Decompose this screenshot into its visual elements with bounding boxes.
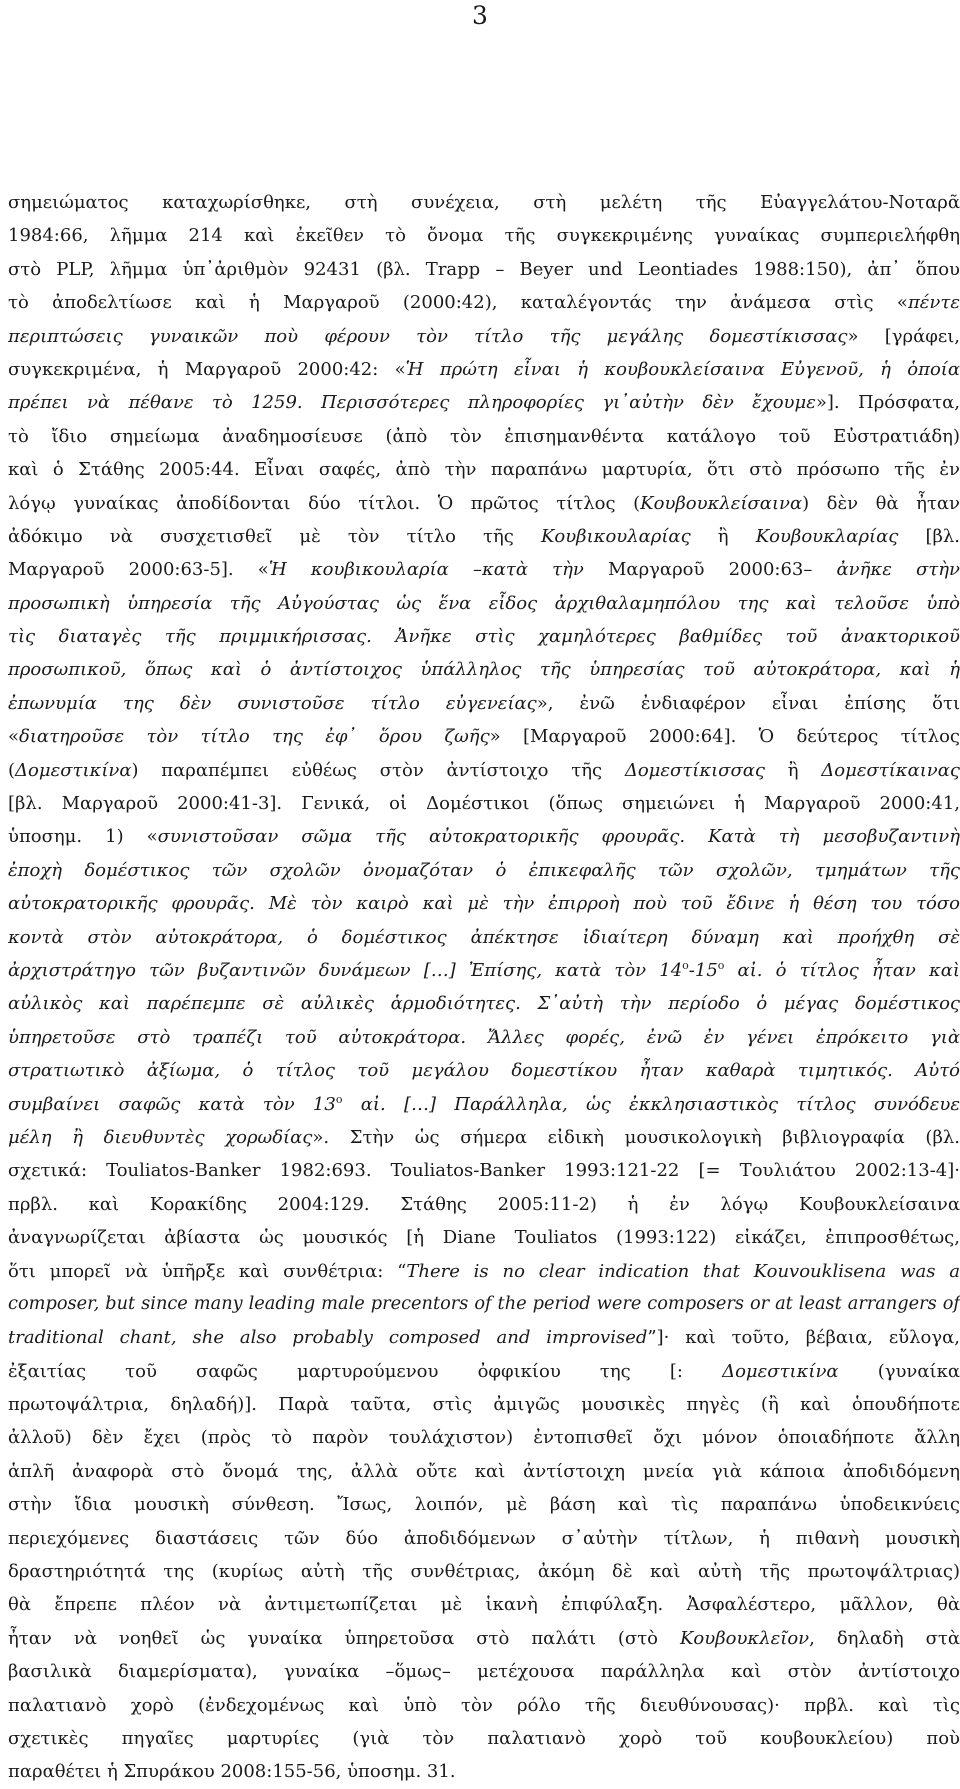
superscript: ο — [682, 959, 689, 972]
text-segment: πρωτοψάλτρια, δηλαδή)]. Παρὰ ταῦτα, στὶς ἀμιγῶς μουσικὲς πηγὲς (ἢ καὶ ὁπουδήποτε — [8, 1394, 960, 1415]
body-paragraph — [8, 186, 960, 1789]
text-line — [8, 620, 960, 653]
text-line — [8, 887, 960, 920]
italic-text-segment: πέντε — [908, 292, 960, 313]
italic-text-segment: αἰ. ὁ τίτλος ἦταν καὶ — [724, 960, 960, 981]
text-segment: καὶ ὁ Στάθης 2005:44. Εἶναι σαφές, ἀπὸ τὴν παραπάνω μαρτυρία, ὅτι στὸ πρόσωπο τῆς ἐν — [8, 459, 960, 480]
italic-text-segment: ἀρχιστράτηγο τῶν βυζαντινῶν δυνάμεων […] Ἐπίσης, κατὰ τὸν 14 — [8, 960, 682, 981]
italic-text-segment: Ἡ κουβικουλαρία –κατὰ τὴν — [269, 559, 584, 580]
text-line — [8, 921, 960, 954]
text-segment: σχετικὲς πηγαῖες μαρτυρίες (γιὰ τὸν παλατιανὸ χορὸ τοῦ κουβουκλείου) ποὺ — [8, 1728, 960, 1749]
italic-text-segment: αἰ. […] Παράλληλα, ὡς ἐκκλησιαστικὸς τίτλος συνόδευε — [342, 1094, 960, 1115]
text-segment: Μαργαροῦ 2000:63– — [584, 559, 837, 580]
text-line — [8, 1221, 960, 1254]
italic-text-segment: αὐλικὸς καὶ παρέπεμπε σὲ αὐλικὲς ἁρμοδιότητες. Σ᾽αὐτὴ τὴν περίοδο ὁ μέγας δομέστικος — [8, 993, 960, 1014]
superscript: ο — [336, 1093, 343, 1106]
italic-text-segment: Κουβουκλείσαινα — [640, 493, 802, 514]
text-line — [8, 1255, 960, 1288]
italic-text-segment: στρατιωτικὸ ἀξίωμα, ὁ τίτλος τοῦ μεγάλου δομεστίκου ἦταν καθαρὰ τιμητικός. Αὐτό — [8, 1060, 960, 1081]
text-segment: συγκεκριμένα, ἡ Μαργαροῦ 2000:42: « — [8, 359, 406, 380]
text-line — [8, 1488, 960, 1521]
text-segment: »]. Πρόσφατα, — [816, 392, 960, 413]
text-line — [8, 1588, 960, 1621]
italic-text-segment: Δομεστικίνα — [722, 1361, 838, 1382]
text-line — [8, 353, 960, 386]
italic-text-segment: Δομεστικίνα — [15, 760, 131, 781]
italic-text-segment: ἐπωνυμία της δὲν συνιστοῦσε τίτλο εὐγενείας — [8, 693, 537, 714]
text-segment: ”]· καὶ τοῦτο, βέβαια, εὔλογα, — [647, 1327, 960, 1348]
text-line — [8, 1622, 960, 1655]
text-line — [8, 954, 960, 987]
text-line — [8, 987, 960, 1020]
italic-text-segment: προσωπικὴ ὑπηρεσία τῆς Αὐγούστας ὡς ἕνα εἶδος ἀρχιθαλαμηπόλου της καὶ τελοῦσε ὑπὸ — [8, 593, 960, 614]
text-line — [8, 487, 960, 520]
text-line — [8, 1288, 960, 1321]
text-line — [8, 1054, 960, 1087]
text-line — [8, 854, 960, 887]
text-segment: τὸ ἴδιο σημείωμα ἀναδημοσίευσε (ἀπὸ τὸν ἐπισημανθέντα κατάλογο τοῦ Εὐστρατιάδη) — [8, 426, 960, 447]
text-segment: ». Στὴν ὡς σήμερα εἰδικὴ μουσικολογικὴ βιβλιογραφία (βλ. — [312, 1127, 960, 1148]
text-segment: « — [8, 726, 19, 747]
text-line — [8, 1722, 960, 1755]
text-line — [8, 286, 960, 319]
text-segment: Μαργαροῦ 2000:63-5]. « — [8, 559, 269, 580]
text-segment: » [γράφει, — [848, 326, 960, 347]
italic-text-segment: ἀνῆκε στὴν — [837, 559, 960, 580]
text-segment: , δηλαδὴ στὰ — [809, 1628, 960, 1649]
text-line — [8, 687, 960, 720]
text-segment: ἐξαιτίας τοῦ σαφῶς μαρτυρούμενου ὀφφικίου της [: — [8, 1361, 722, 1382]
text-segment: ) δὲν θὰ ἦταν — [802, 493, 960, 514]
text-line — [8, 553, 960, 586]
text-line — [8, 1522, 960, 1555]
italic-text-segment: traditional chant, she also probably composed and improvised — [8, 1327, 647, 1348]
italic-text-segment: Δομεστίκαινας — [821, 760, 960, 781]
text-line — [8, 253, 960, 286]
italic-text-segment: Κουβουκλεῖον — [680, 1628, 809, 1649]
text-line — [8, 320, 960, 353]
text-segment: θὰ ἔπρεπε πλέον νὰ ἀντιμετωπίζεται μὲ ἱκανὴ ἐπιφύλαξη. Ἀσφαλέστερο, μᾶλλον, θὰ — [8, 1594, 960, 1615]
text-segment: ( — [8, 760, 15, 781]
text-segment: ἦταν νὰ νοηθεῖ ὡς γυναίκα ὑπηρετοῦσα στὸ παλάτι (στὸ — [8, 1628, 680, 1649]
text-segment: πρβλ. καὶ Κορακίδης 2004:129. Στάθης 2005:11-2) ἡ ἐν λόγῳ Κουβουκλείσαινα — [8, 1194, 960, 1215]
text-line — [8, 1021, 960, 1054]
text-line — [8, 754, 960, 787]
text-segment: ) παραπέμπει εὐθέως στὸν ἀντίστοιχο τῆς — [132, 760, 625, 781]
text-line — [8, 720, 960, 753]
italic-text-segment: μέλη ἢ διευθυντὲς χορωδίας — [8, 1127, 312, 1148]
text-line — [8, 520, 960, 553]
italic-text-segment: Δομεστίκισσας — [625, 760, 765, 781]
text-segment: ἀναγνωρίζεται ἀβίαστα ὡς μουσικός [ἡ Diane Touliatos (1993:122) εἰκάζει, ἐπιπροσθέτως, — [8, 1227, 960, 1248]
text-segment: στὴν ἴδια μουσικὴ σύνθεση. Ἴσως, λοιπόν, μὲ βάση καὶ τὶς παραπάνω ὑποδεικνύεις — [8, 1494, 960, 1515]
italic-text-segment: διατηροῦσε τὸν τίτλο της ἐφ᾽ ὅρου ζωῆς — [19, 726, 490, 747]
text-segment: [βλ. Μαργαροῦ 2000:41-3]. Γενικά, οἱ Δομέστικοι (ὅπως σημειώνει ἡ Μαργαροῦ 2000:41, — [8, 793, 960, 814]
italic-text-segment: ὑπηρετοῦσε στὸ τραπέζι τοῦ αὐτοκράτορα. Ἄλλες φορές, ἐνῶ ἐν γένει ἐπρόκειτο γιὰ — [8, 1027, 960, 1048]
text-segment: παραθέτει ἡ Σπυράκου 2008:155-56, ὑποσημ. 31. — [8, 1761, 456, 1782]
italic-text-segment: κοντὰ στὸν αὐτοκράτορα, ὁ δομέστικος ἀπέκτησε ἰδιαίτερη δύναμη καὶ προήχθη σὲ — [8, 927, 960, 948]
italic-text-segment: There is no clear indication that Kouvouklisena was a — [406, 1261, 960, 1282]
text-line — [8, 1421, 960, 1454]
text-segment: », ἐνῶ ἐνδιαφέρον εἶναι ἐπίσης ὅτι — [537, 693, 960, 714]
italic-text-segment: -15 — [689, 960, 718, 981]
text-line — [8, 420, 960, 453]
italic-text-segment: ἐποχὴ δομέστικος τῶν σχολῶν ὀνομαζόταν ὁ ἐπικεφαλῆς τῶν σχολῶν, τμημάτων τῆς — [8, 860, 960, 881]
text-line — [8, 219, 960, 252]
italic-text-segment: Κουβουκλαρίας — [756, 526, 899, 547]
text-line — [8, 1689, 960, 1722]
text-segment: παλατιανὸ χορὸ (ἐνδεχομένως καὶ ὑπὸ τὸν ρόλο τῆς διευθύνουσας)· πρβλ. καὶ τὶς — [8, 1695, 960, 1716]
text-segment: ἢ — [691, 526, 756, 547]
text-line — [8, 587, 960, 620]
italic-text-segment: αὐτοκρατορικῆς φρουρᾶς. Μὲ τὸν καιρὸ καὶ μὲ τὴν ἐπιρροὴ ποὺ τοῦ ἔδινε ἡ θέση του τόσο — [8, 893, 960, 914]
text-line — [8, 1455, 960, 1488]
text-line — [8, 453, 960, 486]
italic-text-segment: τὶς διαταγὲς τῆς πριμμικήρισσας. Ἀνῆκε στὶς χαμηλότερες βαθμίδες τοῦ ἀνακτορικοῦ — [8, 626, 960, 647]
text-segment: ἀδόκιμο νὰ συσχετισθεῖ μὲ τὸν τίτλο τῆς — [8, 526, 541, 547]
text-segment: ἢ — [765, 760, 821, 781]
text-segment: βασιλικὰ διαμερίσματα), γυναίκα –ὅμως– μετέχουσα παράλληλα καὶ στὸν ἀντίστοιχο — [8, 1661, 960, 1682]
text-line — [8, 653, 960, 686]
text-line — [8, 186, 960, 219]
text-segment: (γυναίκα — [839, 1361, 960, 1382]
italic-text-segment: Ἡ πρώτη εἶναι ἡ κουβουκλείσαινα Εὐγενοῦ, ἡ ὁποία — [406, 359, 960, 380]
text-line — [8, 820, 960, 853]
text-line — [8, 1154, 960, 1187]
text-segment: ἀλλοῦ) δὲν ἔχει (πρὸς τὸ παρὸν τουλάχιστον) ἐντοπισθεῖ ὄχι μόνον ὁποιαδήποτε ἄλλη — [8, 1427, 960, 1448]
text-line — [8, 1388, 960, 1421]
text-segment: 1984:66, λῆμμα 214 καὶ ἐκεῖθεν τὸ ὄνομα τῆς συγκεκριμένης γυναίκας συμπεριελήφθη — [8, 225, 960, 246]
italic-text-segment: πρέπει νὰ πέθανε τὸ 1259. Περισσότερες πληροφορίες γι᾽αὐτὴν δὲν ἔχουμε — [8, 392, 816, 413]
text-line — [8, 1555, 960, 1588]
text-segment: λόγῳ γυναίκας ἀποδίδονται δύο τίτλοι. Ὁ πρῶτος τίτλος ( — [8, 493, 640, 514]
text-segment: σχετικά: Touliatos-Banker 1982:693. Touliatos-Banker 1993:121-22 [= Τουλιάτου 2002:13-4]· — [8, 1160, 960, 1181]
text-segment: [βλ. — [898, 526, 960, 547]
italic-text-segment: Κουβικουλαρίας — [541, 526, 691, 547]
text-segment: ἁπλῆ ἀναφορὰ στὸ ὄνομά της, ἀλλὰ οὔτε καὶ ἀντίστοιχη μνεία γιὰ κάποια ἀποδιδόμενη — [8, 1461, 960, 1482]
text-line — [8, 1188, 960, 1221]
text-segment: ὅτι μπορεῖ νὰ ὑπῆρξε καὶ συνθέτρια: “ — [8, 1261, 406, 1282]
text-line — [8, 386, 960, 419]
page-number: 3 — [0, 2, 960, 30]
text-line — [8, 1088, 960, 1121]
text-line — [8, 1755, 960, 1788]
italic-text-segment: composer, but since many leading male precentors of the period were composers or at least arrangers of — [8, 1294, 960, 1314]
italic-text-segment: συνιστοῦσαν σῶμα τῆς αὐτοκρατορικῆς φρουρᾶς. Κατὰ τὴ μεσοβυζαντινὴ — [158, 826, 960, 847]
text-line — [8, 1321, 960, 1354]
text-line — [8, 787, 960, 820]
text-line — [8, 1121, 960, 1154]
text-line — [8, 1655, 960, 1688]
superscript: ο — [718, 959, 725, 972]
italic-text-segment: προσωπικοῦ, ὅπως καὶ ὁ ἀντίστοιχος ὑπάλληλος τῆς ὑπηρεσίας τοῦ αὐτοκράτορα, καὶ ἡ — [8, 659, 960, 680]
italic-text-segment: περιπτώσεις γυναικῶν ποὺ φέρουν τὸν τίτλο τῆς μεγάλης δομεστίκισσας — [8, 326, 848, 347]
text-segment: ὑποσημ. 1) « — [8, 826, 158, 847]
text-segment: περιεχόμενες διαστάσεις τῶν δύο ἀποδιδόμενων σ᾽αὐτὴν τίτλων, ἡ πιθανὴ μουσικὴ — [8, 1528, 960, 1549]
text-segment: στὸ PLP, λῆμμα ὑπ᾽ἀριθμὸν 92431 (βλ. Trapp – Beyer und Leontiades 1988:150), ἀπ᾽ ὅπου — [8, 259, 960, 280]
text-segment: τὸ ἀποδελτίωσε καὶ ἡ Μαργαροῦ (2000:42), καταλέγοντάς την ἀνάμεσα στὶς « — [8, 292, 908, 313]
text-line — [8, 1355, 960, 1388]
text-segment: σημειώματος καταχωρίσθηκε, στὴ συνέχεια, στὴ μελέτη τῆς Εὐαγγελάτου-Νοταρᾶ — [8, 192, 960, 213]
text-segment: » [Μαργαροῦ 2000:64]. Ὁ δεύτερος τίτλος — [490, 726, 960, 747]
text-segment: δραστηριότητά της (κυρίως αὐτὴ τῆς συνθέτριας, ἀκόμη δὲ καὶ αὐτὴ τῆς πρωτοψάλτριας) — [8, 1561, 960, 1582]
italic-text-segment: συμβαίνει σαφῶς κατὰ τὸν 13 — [8, 1094, 336, 1115]
